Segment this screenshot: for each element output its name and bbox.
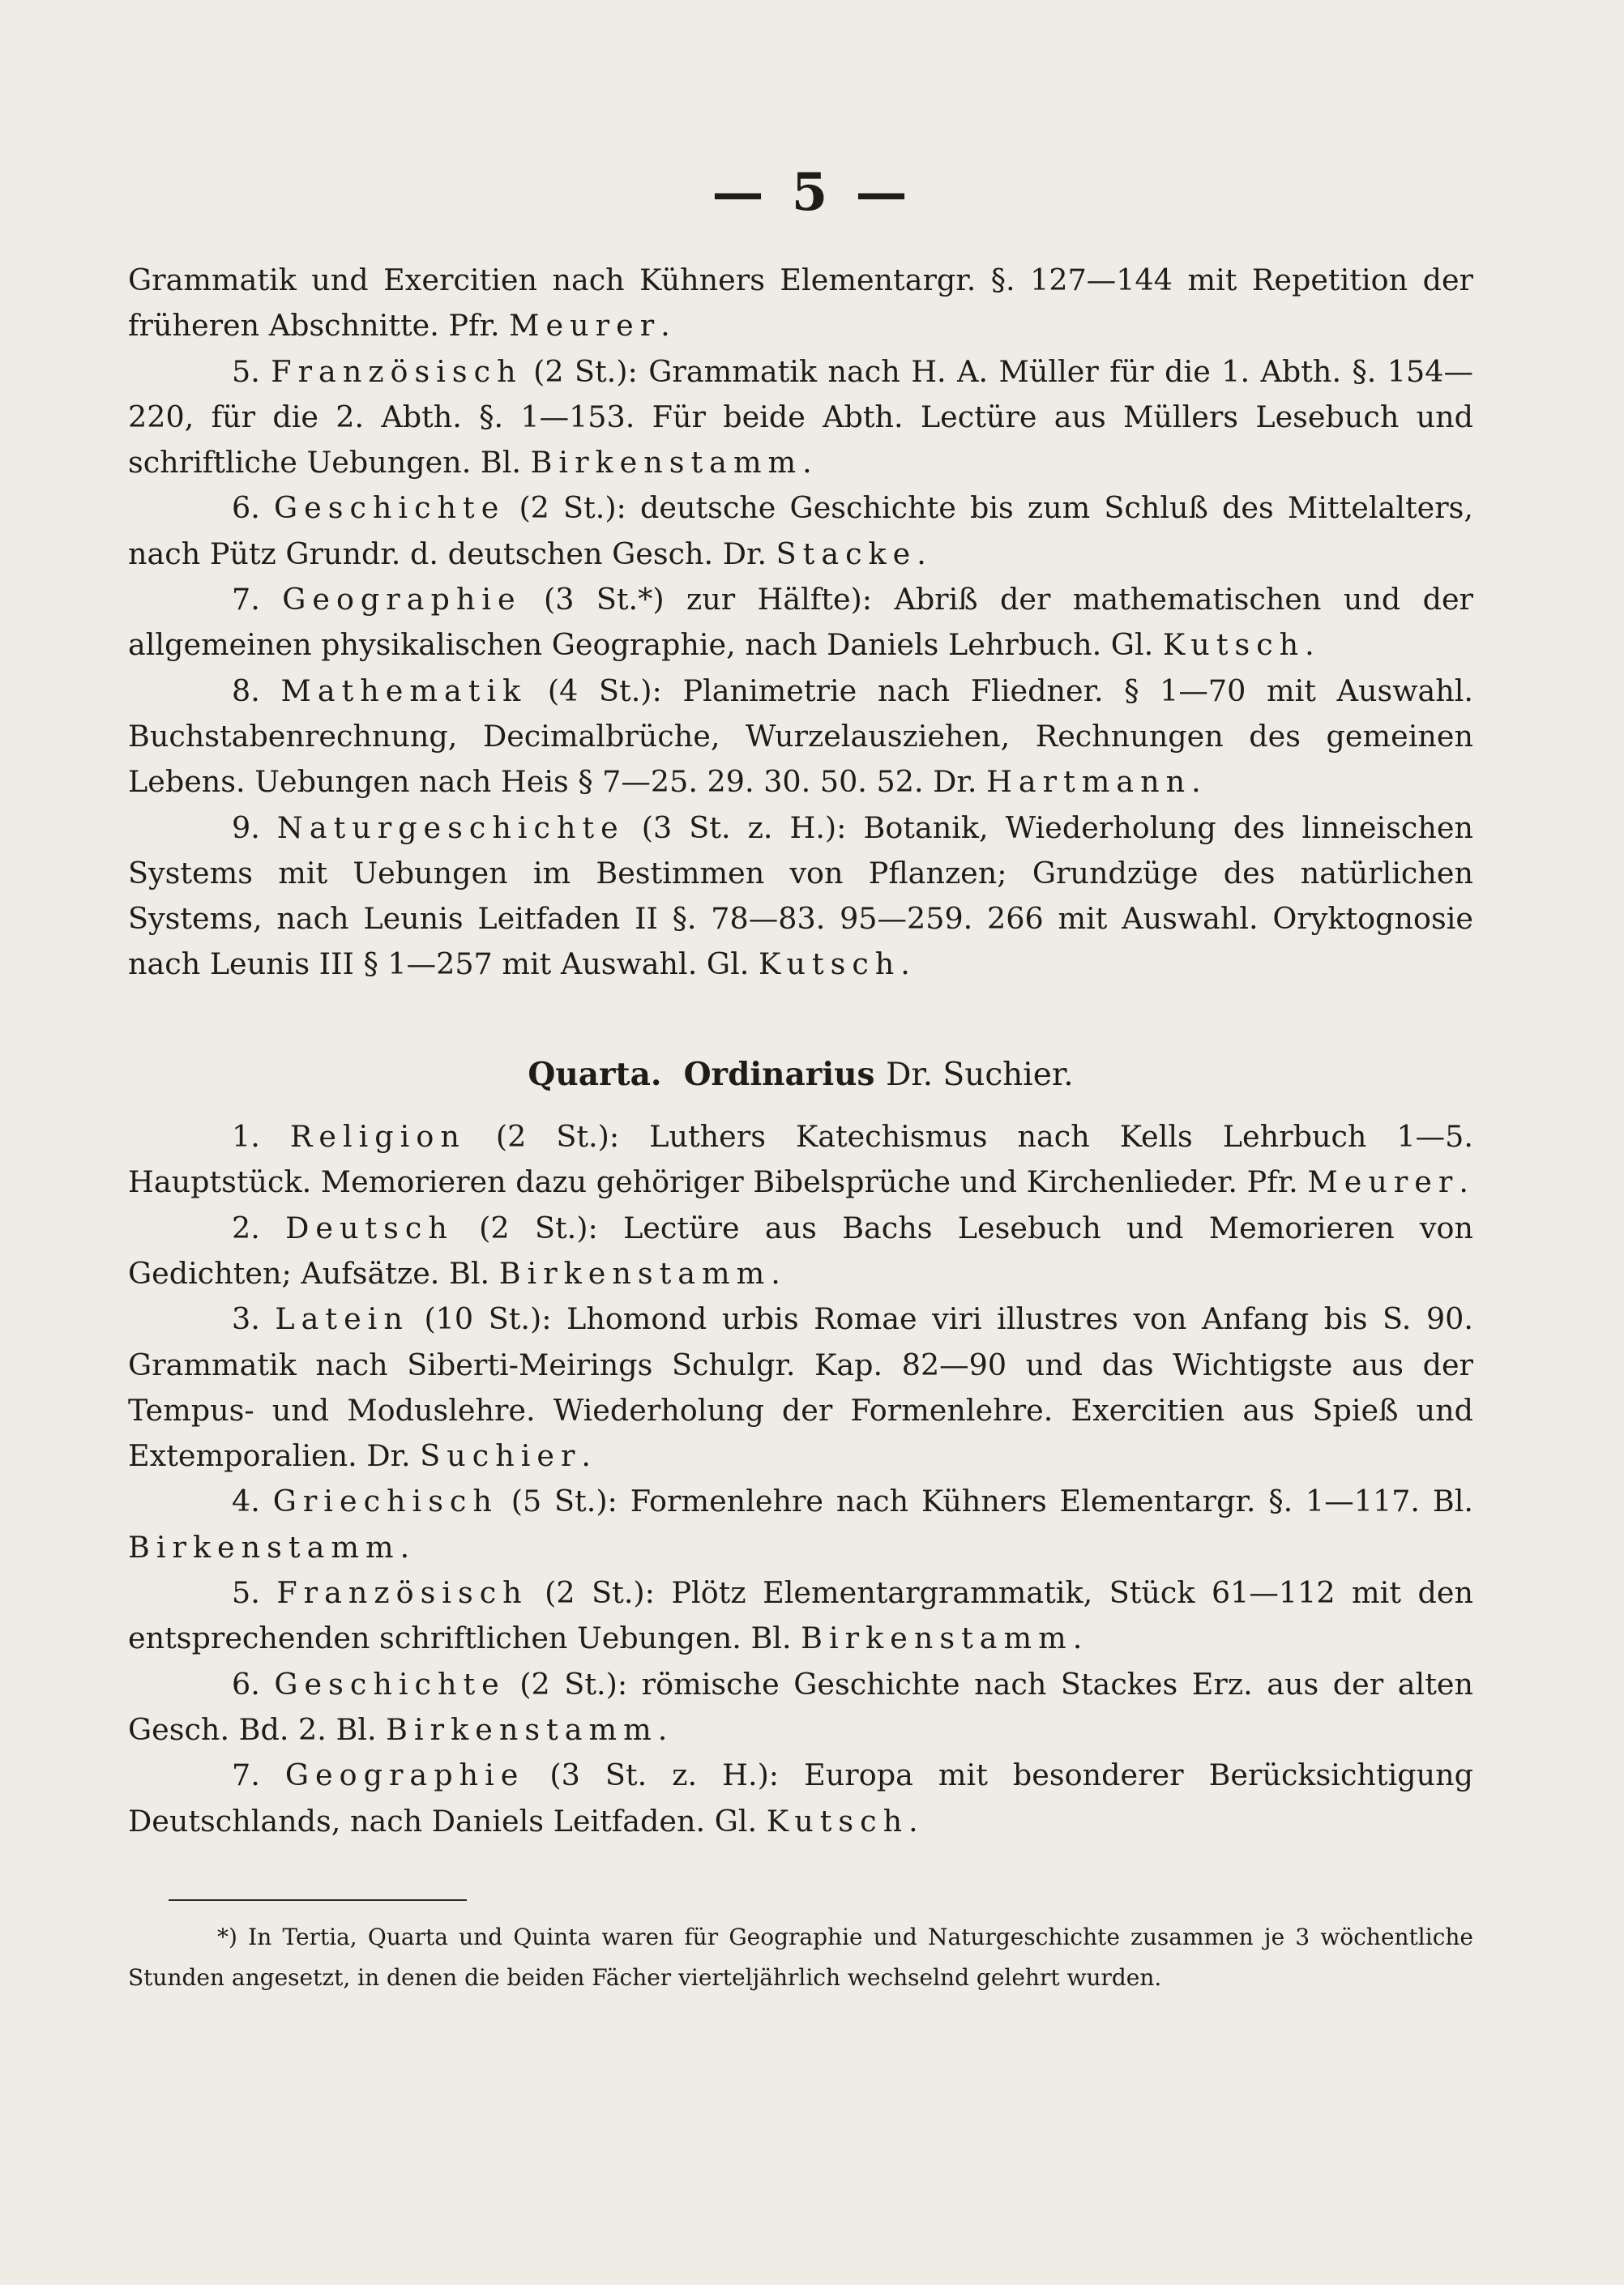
teacher-name: Hartmann (986, 764, 1192, 800)
subject-name: Geschichte (273, 490, 506, 526)
teacher-name: Birkenstamm (801, 1621, 1073, 1656)
paragraph-geographie-quarta: 7. Geographie (3 St. z. H.): Europa mit besonderer Berücksichtigung Deutschlands, nach Daniels Leitfaden. Gl. Kutsch. (128, 1758, 1473, 1839)
paragraph-deutsch: 2. Deutsch (2 St.): Lectüre aus Bachs Lesebuch und Memorieren von Gedichten; Aufsätze. Bl. Birkenstamm. (128, 1210, 1473, 1291)
teacher-name: Suchier (420, 1438, 582, 1474)
subject-name: Französisch (276, 1575, 528, 1611)
paragraph-geographie: 7. Geographie (3 St.*) zur Hälfte): Abriß der mathematischen und der allgemeinen physikalischen Geographie, nach Daniels Lehrbuch. Gl. Kutsch. (128, 582, 1473, 663)
page-body (128, 258, 1473, 1844)
subject-name: Latein (275, 1301, 409, 1337)
paragraph-grammatik: Grammatik und Exercitien nach Kühners Elementargr. §. 127—144 mit Repetition der früheren Abschnitte. Pfr. Meurer. (128, 263, 1473, 344)
subject-name: Deutsch (285, 1210, 454, 1245)
teacher-name: Kutsch (1162, 627, 1306, 663)
teacher-name: Birkenstamm (498, 1255, 771, 1291)
subject-name: Religion (289, 1119, 466, 1155)
page-number: — 5 — (712, 162, 912, 223)
teacher-name: Stacke (776, 536, 917, 571)
teacher-name: Birkenstamm (386, 1711, 658, 1747)
teacher-name: Kutsch (766, 1803, 909, 1839)
footnote: *) In Tertia, Quarta und Quinta waren für Geographie und Naturgeschichte zusammen je 3 wöchentliche Stunden angesetzt, in denen die beiden Fächer vierteljährlich wechselnd gelehrt wurden. (128, 1924, 1473, 1991)
footnote-divider (169, 1899, 467, 1901)
paragraph-naturgeschichte: 9. Naturgeschichte (3 St. z. H.): Botanik, Wiederholung des linneischen Systems mit Uebungen im Bestimmen von Pflanzen; Grundzüge des natürlichen Systems, nach Leunis Leitfaden II §. 78—83. 95—259. 266 mit Auswahl. Oryktognosie nach Leunis III § 1—257 mit Auswahl. Gl. Kutsch. (128, 809, 1473, 982)
paragraph-religion: 1. Religion (2 St.): Luthers Katechismus nach Kells Lehrbuch 1—5. Hauptstück. Memorieren dazu gehöriger Bibelsprüche und Kirchenlieder. Pfr. Meurer. (128, 1119, 1473, 1200)
teacher-name: Meurer (1307, 1164, 1459, 1200)
paragraph-griechisch: 4. Griechisch (5 St.): Formenlehre nach Kühners Elementargr. §. 1—117. Bl. Birkenstamm. (128, 1484, 1473, 1565)
paragraph-latein: 3. Latein (10 St.): Lhomond urbis Romae viri illustres von Anfang bis S. 90. Grammatik nach Siberti-Meirings Schulgr. Kap. 82—90 und das Wichtigste aus der Tempus- und Moduslehre. Wiederholung der Formenlehre. Exercitien aus Spieß und Extemporalien. Dr. Suchier. (128, 1301, 1473, 1474)
subject-name: Geographie (282, 582, 522, 617)
paragraph-mathematik: 8. Mathematik (4 St.): Planimetrie nach Fliedner. § 1—70 mit Auswahl. Buchstabenrechnung, Decimalbrüche, Wurzelausziehen, Rechnungen des gemeinen Lebens. Uebungen nach Heis § 7—25. 29. 30. 50. 52. Dr. Hartmann. (128, 673, 1474, 800)
subject-name: Naturgeschichte (276, 809, 625, 845)
subject-name: Geographie (284, 1758, 525, 1793)
subject-name: Französisch (271, 353, 523, 389)
teacher-name: Kutsch (758, 946, 901, 982)
subject-name: Geschichte (274, 1666, 506, 1702)
teacher-name: Birkenstamm (128, 1529, 400, 1565)
paragraph-geschichte-quarta: 6. Geschichte (2 St.): römische Geschichte nach Stackes Erz. aus der alten Gesch. Bd. 2. Bl. Birkenstamm. (128, 1666, 1473, 1747)
paragraph-franzoesisch: 5. Französisch (2 St.): Grammatik nach H. A. Müller für die 1. Abth. §. 154—220, für die 2. Abth. §. 1—153. Für beide Abth. Lectüre aus Müllers Lesebuch und schriftliche Uebungen. Bl. Birkenstamm. (128, 353, 1473, 480)
teacher-name: Birkenstamm (530, 445, 803, 480)
subject-name: Griechisch (272, 1484, 498, 1519)
section-heading-quarta: Quarta. Ordinarius Dr. Suchier. (528, 1055, 1074, 1093)
paragraph-franzoesisch-quarta: 5. Französisch (2 St.): Plötz Elementargrammatik, Stück 61—112 mit den entsprechenden schriftlichen Uebungen. Bl. Birkenstamm. (128, 1575, 1473, 1656)
subject-name: Mathematik (280, 673, 528, 708)
paragraph-geschichte: 6. Geschichte (2 St.): deutsche Geschichte bis zum Schluß des Mittelalters, nach Pütz Grundr. d. deutschen Gesch. Dr. Stacke. (128, 490, 1473, 571)
